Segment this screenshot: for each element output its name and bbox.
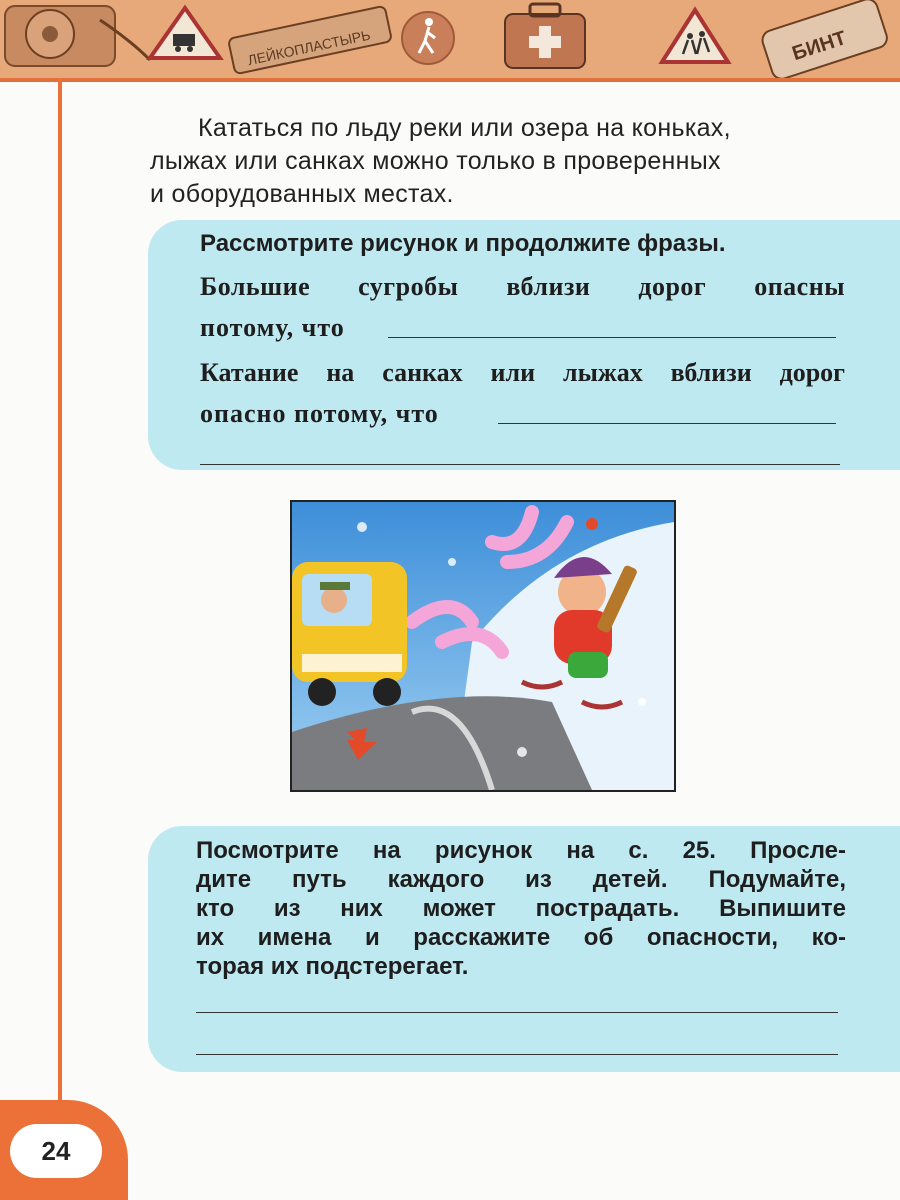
task2-line: дите путь каждого из детей. Подумайте,	[196, 866, 846, 893]
plaster-label: ЛЕЙКОПЛАСТЫРЬ	[246, 26, 372, 69]
task1-phrase2-line2: опасно потому, что	[200, 399, 439, 428]
train-sign-icon	[150, 8, 220, 58]
answer-line-3[interactable]	[200, 464, 840, 465]
task2-line: кто из них может пострадать. Выпишите	[196, 895, 846, 922]
answer-line-1[interactable]	[388, 337, 836, 338]
intro-paragraph	[150, 112, 850, 211]
illustration	[290, 500, 676, 792]
intro-line: Кататься по льду реки или озера на коньках,	[198, 114, 731, 142]
bandage-icon	[760, 0, 890, 78]
task1-phrase1-line1: Большие сугробы вблизи дорог опасны	[200, 272, 845, 301]
pedestrian-sign-icon	[402, 12, 454, 64]
task1-title: Рассмотрите рисунок и продолжите фразы.	[200, 230, 726, 257]
task1-phrase2-line1: Катание на санках или лыжах вблизи дорог	[200, 358, 845, 387]
bandage-label: БИНТ	[789, 27, 850, 66]
page-number: 24	[10, 1124, 102, 1178]
task1-phrase1-line2: потому, что	[200, 313, 345, 342]
task2-line: их имена и расскажите об опасности, ко-	[196, 924, 846, 951]
task2-text	[196, 836, 846, 981]
children-crossing-sign-icon	[662, 10, 728, 62]
child-sledding-near-car-icon	[292, 502, 674, 790]
intro-line: и оборудованных местах.	[150, 180, 454, 208]
telephone-icon	[5, 6, 150, 66]
answer-line-5[interactable]	[196, 1054, 838, 1055]
answer-line-2[interactable]	[498, 423, 836, 424]
intro-line: лыжах или санках можно только в проверенных	[150, 147, 721, 175]
margin-rule	[58, 78, 62, 1138]
plaster-icon	[228, 6, 392, 74]
task2-line: торая их подстерегает.	[196, 953, 469, 980]
answer-line-4[interactable]	[196, 1012, 838, 1013]
top-banner	[0, 0, 900, 82]
task2-line: Посмотрите на рисунок на с. 25. Просле-	[196, 837, 846, 864]
first-aid-kit-icon	[505, 4, 585, 68]
